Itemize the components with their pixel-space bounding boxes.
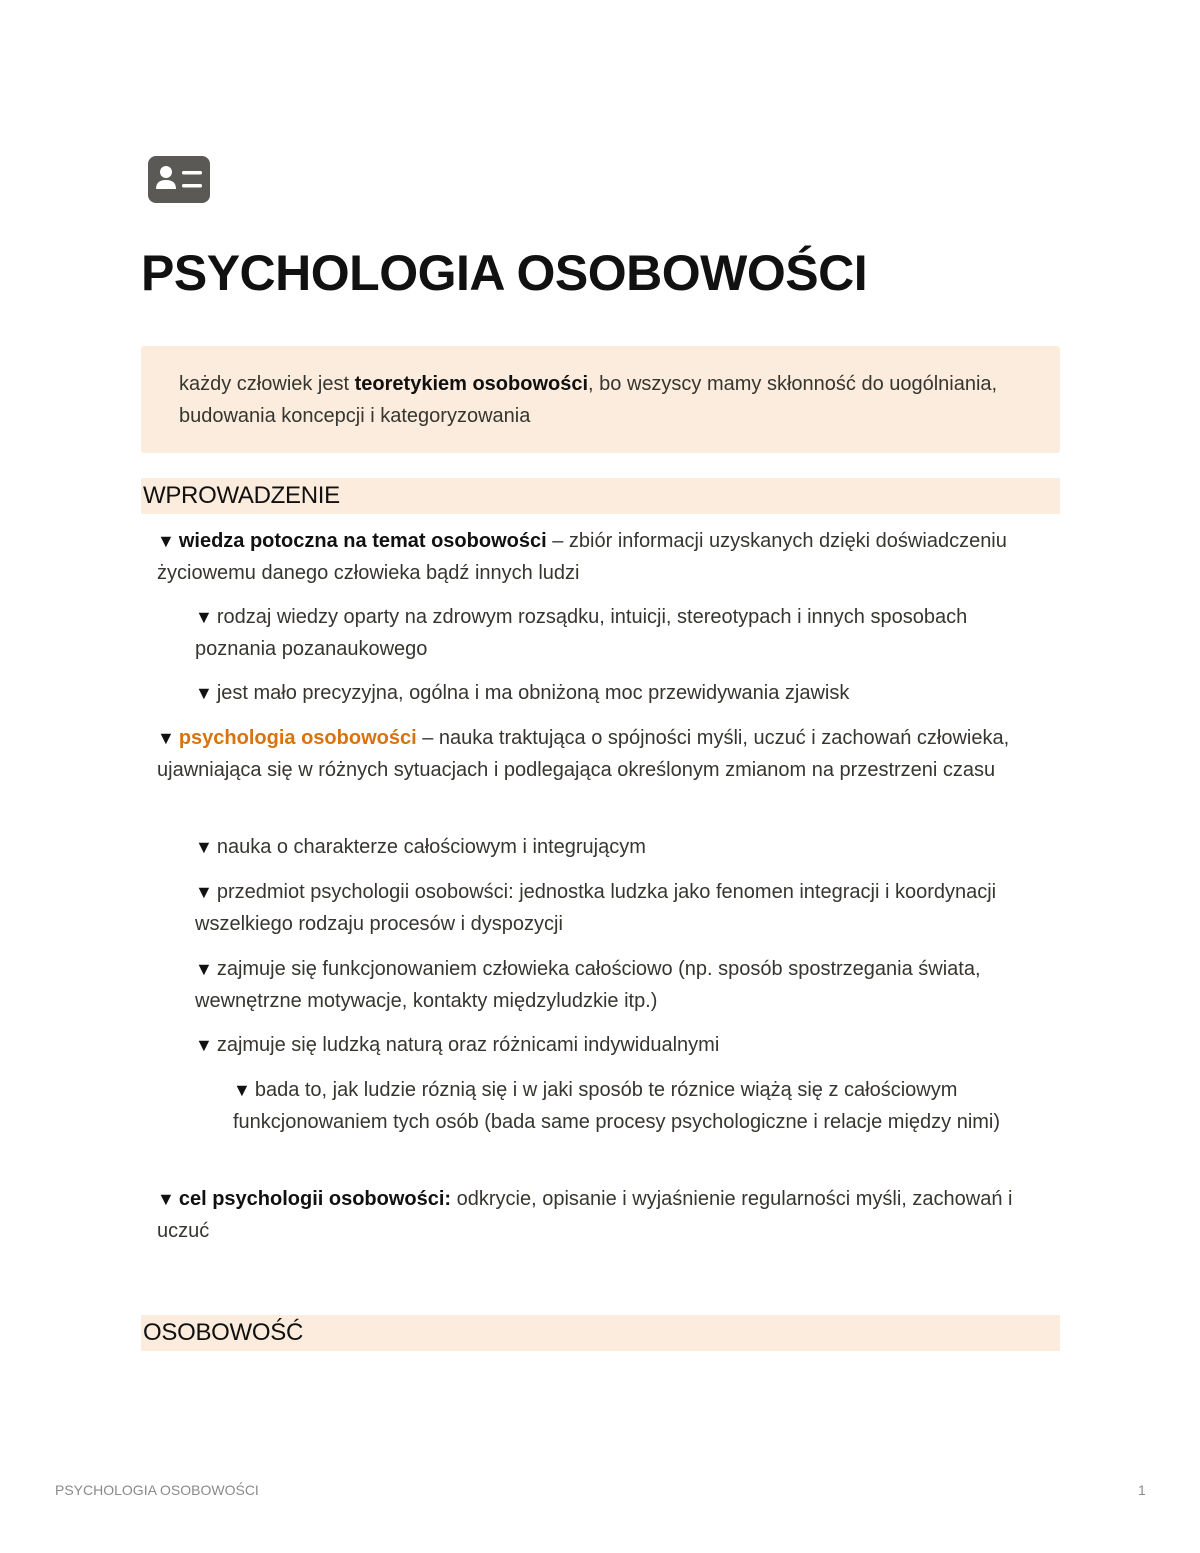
section-heading-osobowosc: OSOBOWOŚĆ — [141, 1315, 1060, 1351]
toggle-item[interactable] — [195, 876, 1040, 940]
section-heading-wprowadzenie: WPROWADZENIE — [141, 478, 1060, 514]
toggle-text: jest mało precyzyjna, ogólna i ma obniżoną moc przewidywania zjawisk — [216, 682, 850, 704]
toggle-text: bada to, jak ludzie róznią się i w jaki sposób te róznice wiążą się z całościowym funkcjonowaniem tych osób (bada same procesy psychologiczne i relacje między nimi) — [233, 1079, 1001, 1133]
page-title: PSYCHOLOGIA OSOBOWOŚCI — [141, 245, 868, 301]
toggle-item[interactable] — [195, 831, 1040, 863]
toggle-bold-term: wiedza potoczna na temat osobowości — [178, 530, 547, 552]
toggle-triangle-icon[interactable]: ▼ — [157, 728, 175, 748]
footer-title: PSYCHOLOGIA OSOBOWOŚCI — [55, 1482, 259, 1498]
toggle-item[interactable] — [157, 722, 1037, 786]
callout-bold-text: teoretykiem osobowości — [354, 373, 589, 395]
toggle-highlight-term: psychologia osobowości — [178, 727, 417, 749]
callout-text: każdy człowiek jest — [179, 373, 355, 395]
toggle-triangle-icon[interactable]: ▼ — [233, 1080, 251, 1100]
toggle-text: odkrycie, opisanie i wyjaśnienie regularności myśli, zachowań i uczuć — [157, 1188, 1013, 1242]
toggle-triangle-icon[interactable]: ▼ — [157, 531, 175, 551]
toggle-text: nauka o charakterze całościowym i integrującym — [216, 836, 646, 858]
toggle-item[interactable] — [157, 525, 1037, 589]
toggle-item[interactable] — [233, 1074, 1063, 1138]
toggle-triangle-icon[interactable]: ▼ — [157, 1189, 175, 1209]
toggle-item[interactable] — [195, 601, 1040, 665]
toggle-item[interactable] — [195, 953, 1040, 1017]
toggle-triangle-icon[interactable]: ▼ — [195, 607, 213, 627]
toggle-bold-term: cel psychologii osobowości: — [178, 1188, 452, 1210]
toggle-text: – zbiór informacji uzyskanych dzięki doświadczeniu życiowemu danego człowieka bądź innych ludzi — [157, 530, 1007, 584]
toggle-text: zajmuje się funkcjonowaniem człowieka całościowo (np. sposób spostrzegania świata, wewnętrzne motywacje, kontakty międzyludzkie itp.) — [195, 958, 981, 1012]
toggle-triangle-icon[interactable]: ▼ — [195, 882, 213, 902]
toggle-text: zajmuje się ludzką naturą oraz różnicami indywidualnymi — [216, 1034, 720, 1056]
toggle-triangle-icon[interactable]: ▼ — [195, 683, 213, 703]
toggle-text: rodzaj wiedzy oparty na zdrowym rozsądku, intuicji, stereotypach i innych sposobach poznania pozanaukowego — [195, 606, 968, 660]
contact-card-icon — [148, 156, 210, 203]
toggle-triangle-icon[interactable]: ▼ — [195, 837, 213, 857]
toggle-text: – nauka traktująca o spójności myśli, uczuć i zachowań człowieka, ujawniająca się w różnych sytuacjach i podlegająca określonym zmianom na przestrzeni czasu — [157, 727, 1010, 781]
toggle-text: przedmiot psychologii osobowści: jednostka ludzka jako fenomen integracji i koordynacji wszelkiego rodzaju procesów i dyspozycji — [195, 881, 997, 935]
toggle-item[interactable] — [195, 677, 1040, 709]
footer-page-number: 1 — [1138, 1482, 1146, 1498]
toggle-item[interactable] — [195, 1029, 1040, 1061]
callout — [141, 346, 1060, 453]
toggle-item[interactable] — [157, 1183, 1037, 1247]
toggle-triangle-icon[interactable]: ▼ — [195, 1035, 213, 1055]
toggle-triangle-icon[interactable]: ▼ — [195, 959, 213, 979]
callout-text-rest: , bo wszyscy mamy skłonność do uogólniania, budowania koncepcji i kategoryzowania — [179, 373, 998, 427]
